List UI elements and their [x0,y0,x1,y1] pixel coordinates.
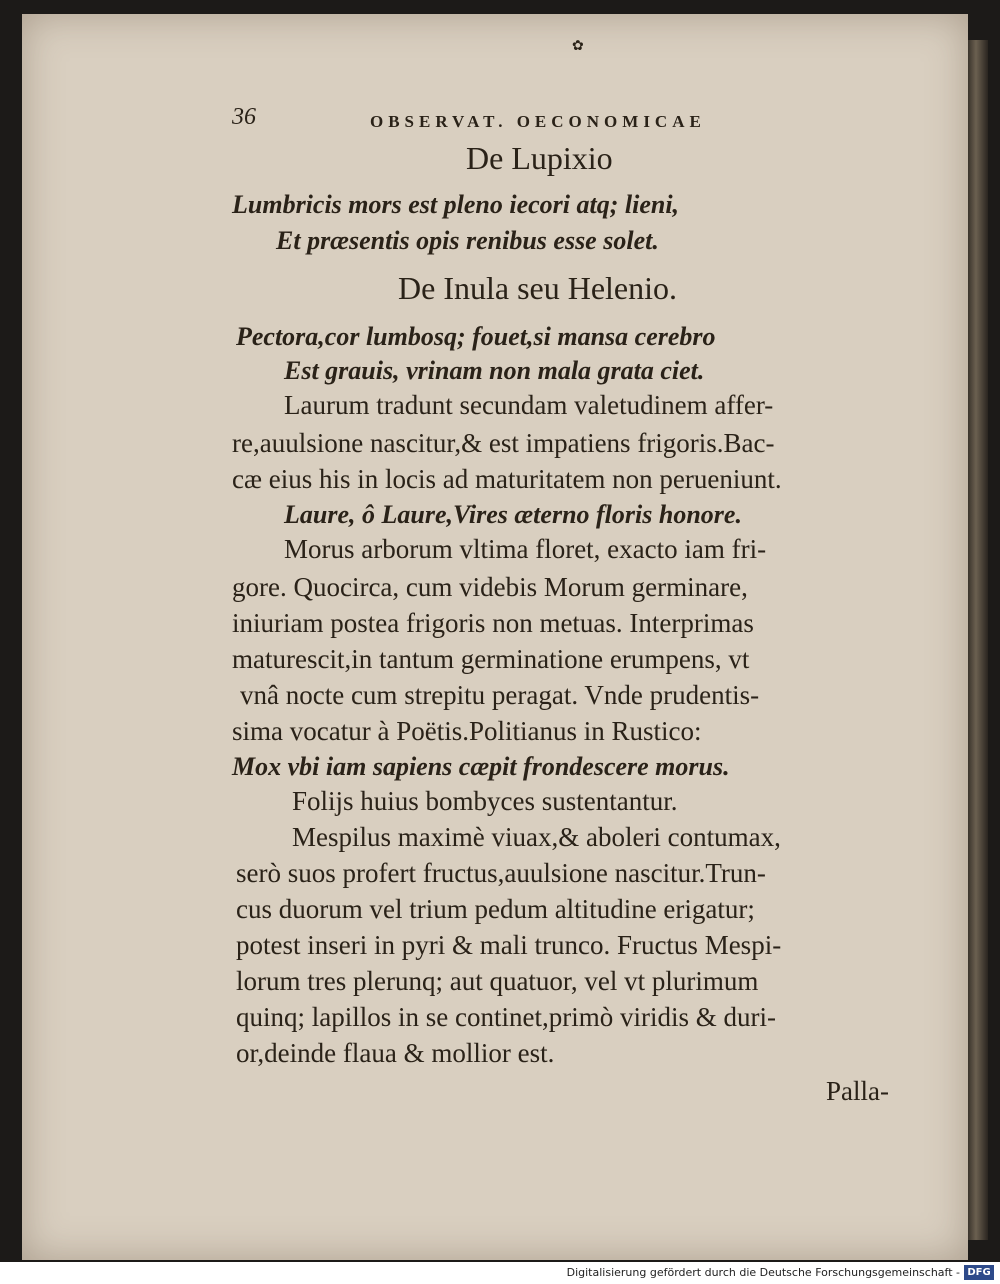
dfg-logo: DFG [964,1265,994,1280]
text-line: cæ eius his in locis ad maturitatem non perueniunt. [232,464,782,494]
verse-line: Lumbricis mors est pleno iecori atq; lieni, [232,190,680,219]
text-line: or,deinde flaua & mollior est. [236,1038,555,1068]
catchword: Palla- [826,1076,889,1106]
verse-line: Mox vbi iam sapiens cæpit frondescere morus. [232,752,730,781]
verse-line: Laure, ô Laure,Vires æterno floris honore. [284,500,742,529]
ornament-mark: ✿ [572,39,584,54]
text-line: Morus arborum vltima floret, exacto iam fri- [284,534,767,564]
text-line: Folijs huius bombyces sustentantur. [292,786,678,816]
section-heading: De Lupixio [466,140,613,176]
text-line: vnâ nocte cum strepitu peragat. Vnde prudentis- [240,680,760,710]
text-line: potest inseri in pyri & mali trunco. Fructus Mespi- [236,930,782,960]
text-line: Mespilus maximè viuax,& aboleri contumax, [292,822,781,852]
running-head: OBSERVAT. OECONOMICAE [370,112,706,131]
page-number: 36 [232,104,256,130]
text-line: serò suos profert fructus,auulsione nascitur.Trun- [236,858,766,888]
section-heading: De Inula seu Helenio. [398,270,678,306]
text-line: cus duorum vel trium pedum altitudine erigatur; [236,894,755,924]
text-line: sima vocatur à Poëtis.Politianus in Rustico: [232,716,702,746]
verse-line: Pectora,cor lumbosq; fouet,si mansa cerebro [236,322,716,351]
text-line: lorum tres plerunq; aut quatuor, vel vt plurimum [236,966,759,996]
footer-credit: Digitalisierung gefördert durch die Deutsche Forschungsgemeinschaft - [566,1266,960,1279]
text-line: maturescit,in tantum germinatione erumpens, vt [232,644,750,674]
text-line: gore. Quocirca, cum videbis Morum germinare, [232,572,748,602]
verse-line: Et præsentis opis renibus esse solet. [276,226,659,255]
text-line: iniuriam postea frigoris non metuas. Interprimas [232,608,754,638]
page-edge [968,40,988,1240]
footer-bar [0,1262,1000,1284]
text-line: re,auulsione nascitur,& est impatiens frigoris.Bac- [232,428,775,458]
text-line: Laurum tradunt secundam valetudinem affer- [284,390,774,420]
text-line: quinq; lapillos in se continet,primò viridis & duri- [236,1002,776,1032]
verse-line: Est grauis, vrinam non mala grata ciet. [284,356,705,385]
